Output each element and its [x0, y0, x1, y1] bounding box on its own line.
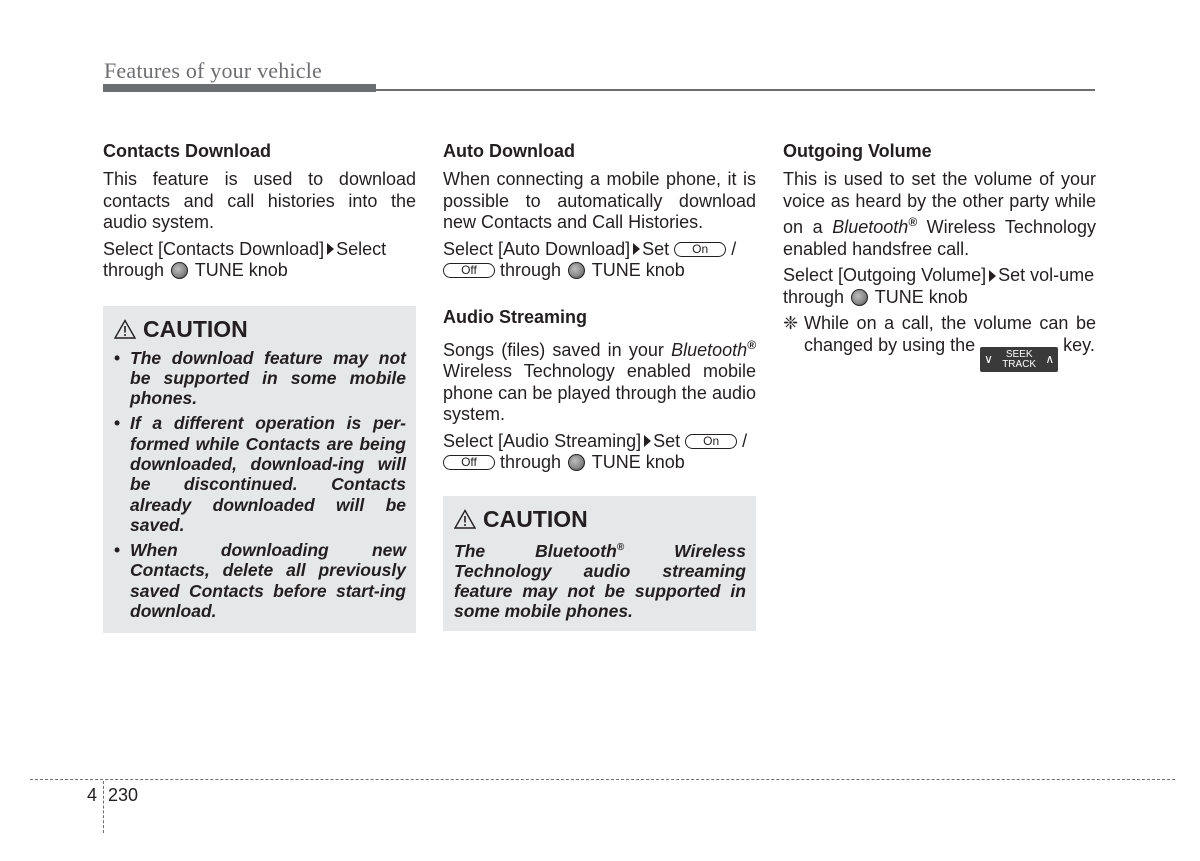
caution-title [454, 506, 746, 533]
auto-download-heading: Auto Download [443, 141, 575, 161]
contacts-download-instruction [103, 239, 416, 282]
instruction-tune-text: TUNE knob [874, 286, 968, 307]
instruction-tune-text: TUNE knob [194, 260, 288, 280]
on-button-label: On [674, 242, 726, 257]
column-contacts-download [103, 140, 416, 633]
right-arrow-icon [989, 270, 996, 282]
on-button-label: On [685, 434, 737, 449]
note-text-b: key. [1063, 334, 1095, 355]
header-rule-thin [376, 89, 1095, 91]
footer-dashed-rule [30, 779, 1175, 780]
caution-item: • When downloading new Contacts, delete all previously saved Contacts before start-ing download. [114, 540, 406, 621]
note-text [804, 313, 1096, 372]
audio-streaming-text-b: Wireless Technology enabled mobile phone can be played through the audio system. [443, 361, 756, 424]
instruction-set-text: Set vol-ume through [783, 265, 1095, 307]
chevron-down-icon: ∨ [984, 352, 993, 366]
registered-mark: ® [747, 337, 756, 352]
tune-knob-icon [568, 262, 585, 279]
set-text: Set [642, 238, 670, 259]
contacts-download-description: This feature is used to download contacts and call histories into the audio system. [103, 169, 416, 232]
through-text: through [500, 452, 562, 472]
outgoing-volume-heading: Outgoing Volume [783, 141, 932, 161]
audio-streaming-description [443, 335, 756, 426]
bluetooth-italic: Bluetooth [832, 217, 909, 237]
column-outgoing-volume [783, 140, 1096, 377]
column-auto-download [443, 140, 756, 631]
caution-text-a: The Bluetooth [454, 540, 617, 561]
contacts-download-heading: Contacts Download [103, 141, 272, 161]
note-symbol: ❈ [783, 313, 799, 333]
outgoing-volume-description [783, 169, 1096, 260]
auto-download-description: When connecting a mobile phone, it is possible to automatically download new Contacts and Call Histories. [443, 169, 756, 232]
through-text: through [500, 260, 562, 280]
caution-item: • If a different operation is per-formed while Contacts are being downloaded, download-ing will be discontinued. Contacts already downloaded will be saved. [114, 413, 406, 535]
off-button-label: Off [443, 263, 495, 278]
caution-box-contacts [103, 306, 416, 633]
audio-streaming-instruction [443, 431, 756, 474]
page-number: 230 [108, 785, 139, 805]
caution-title [114, 316, 406, 343]
caution-title-text: CAUTION [143, 315, 248, 342]
warning-triangle-icon [114, 319, 136, 339]
set-text: Set [653, 430, 681, 451]
instruction-select-text: Select [Audio Streaming] [443, 430, 642, 451]
track-label: TRACK [1002, 358, 1037, 370]
tune-knob-icon [171, 262, 188, 279]
outgoing-text-a: This is used to set the volume of your voice as heard by the other party while on a [783, 169, 1096, 237]
slash-text: / [742, 430, 748, 451]
footer-dashed-divider [103, 781, 104, 833]
caution-title-text: CAUTION [483, 505, 588, 532]
warning-triangle-icon [454, 509, 476, 529]
note-text-a: While on a call, the volume can be changed by using the [804, 313, 1096, 355]
registered-mark: ® [616, 541, 625, 553]
audio-streaming-heading: Audio Streaming [443, 306, 588, 327]
seek-label: SEEK [1005, 348, 1033, 360]
outgoing-volume-instruction [783, 265, 1096, 308]
slash-text: / [731, 238, 737, 259]
seek-track-key-icon [980, 347, 1058, 372]
audio-streaming-text-a: Songs (files) saved in your [443, 339, 664, 360]
chevron-up-icon: ∧ [1045, 352, 1055, 366]
instruction-select-text: Select [Contacts Download] [103, 238, 325, 259]
right-arrow-icon [633, 243, 640, 255]
tune-text: TUNE knob [591, 452, 685, 472]
chapter-number: 4 [87, 785, 98, 805]
instruction-select-text: Select [Auto Download] [443, 238, 631, 259]
caution-item: • The download feature may not be supported in some mobile phones. [114, 348, 406, 409]
page-header-title: Features of your vehicle [104, 58, 323, 83]
tune-knob-icon [568, 454, 585, 471]
tune-knob-icon [851, 289, 868, 306]
outgoing-volume-note [783, 313, 1096, 372]
caution-text-b: Wireless Technology audio streaming feature may not be supported in some mobile phones. [454, 540, 746, 622]
caution-streaming-text [454, 538, 746, 622]
registered-mark: ® [908, 215, 918, 229]
header-rule-thick [103, 84, 376, 92]
off-button-label: Off [443, 455, 495, 470]
caution-list [114, 348, 406, 622]
caution-box-streaming [443, 496, 756, 631]
tune-text: TUNE knob [591, 260, 685, 280]
right-arrow-icon [327, 243, 334, 255]
auto-download-instruction [443, 239, 756, 282]
bluetooth-italic: Bluetooth [671, 339, 748, 360]
seek-track-labels [1002, 350, 1036, 370]
outgoing-text-b: Wireless Technology enabled handsfree call. [783, 217, 1096, 259]
right-arrow-icon [644, 435, 651, 447]
instruction-select-text: Select [Outgoing Volume] [783, 265, 987, 285]
instruction-through-text: Select through [103, 238, 387, 280]
